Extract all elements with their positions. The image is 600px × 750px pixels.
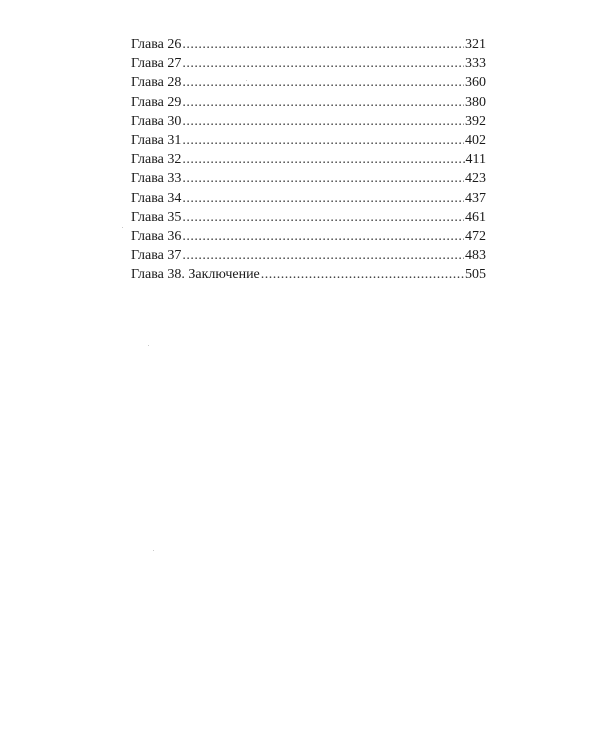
toc-dot-leader — [182, 112, 464, 131]
toc-dot-leader — [182, 246, 464, 265]
scan-speck — [153, 550, 154, 551]
scan-speck — [246, 80, 247, 81]
toc-entry — [131, 35, 486, 54]
toc-chapter-title: Глава 37 — [131, 248, 182, 264]
toc-chapter-title: Глава 26 — [131, 37, 182, 52]
toc-chapter-title: Глава 34 — [131, 190, 182, 206]
toc-dot-leader — [182, 227, 464, 246]
toc-chapter-title: Глава 36 — [131, 228, 182, 244]
toc-chapter-title: Глава 31 — [131, 132, 182, 148]
toc-dot-leader — [261, 265, 464, 284]
toc-dot-leader — [182, 54, 464, 73]
toc-chapter-title: Глава 29 — [131, 94, 182, 110]
toc-entry — [131, 73, 486, 92]
toc-dot-leader — [182, 208, 464, 227]
toc-entry — [131, 265, 486, 284]
toc-chapter-title: Глава 33 — [131, 171, 182, 187]
toc-chapter-title: Глава 35 — [131, 209, 182, 225]
toc-page-number: 505 — [465, 267, 486, 283]
toc-entry — [131, 112, 486, 131]
toc-dot-leader — [182, 73, 464, 92]
toc-page-number: 392 — [465, 113, 486, 129]
toc-entry — [131, 169, 486, 188]
scan-speck — [122, 227, 123, 228]
toc-page-number: 423 — [465, 171, 486, 187]
toc-page-number: 483 — [465, 248, 486, 264]
toc-page-number: 380 — [465, 94, 486, 110]
toc-dot-leader — [182, 189, 464, 208]
toc-page-number: 360 — [465, 75, 486, 91]
toc-entry — [131, 227, 486, 246]
toc-page-number: 461 — [465, 209, 486, 225]
toc-page-number: 321 — [465, 37, 486, 52]
toc-chapter-title: Глава 27 — [131, 56, 182, 72]
scan-speck — [148, 345, 149, 346]
toc-entry — [131, 54, 486, 73]
table-of-contents — [131, 35, 486, 284]
toc-page-number: 411 — [465, 152, 486, 168]
toc-page-number: 333 — [465, 56, 486, 72]
toc-entry — [131, 208, 486, 227]
toc-chapter-title: Глава 30 — [131, 113, 182, 129]
toc-entry — [131, 189, 486, 208]
toc-dot-leader — [182, 150, 464, 169]
toc-page-number: 437 — [465, 190, 486, 206]
toc-chapter-title: Глава 32 — [131, 152, 182, 168]
toc-dot-leader — [182, 93, 464, 112]
toc-entry — [131, 246, 486, 265]
toc-entry — [131, 131, 486, 150]
toc-dot-leader — [182, 169, 464, 188]
toc-page-number: 472 — [465, 228, 486, 244]
toc-entry — [131, 150, 486, 169]
toc-dot-leader — [182, 35, 464, 54]
toc-chapter-title: Глава 28 — [131, 75, 182, 91]
toc-entry — [131, 93, 486, 112]
toc-page-number: 402 — [465, 132, 486, 148]
toc-chapter-title: Глава 38. Заключение — [131, 267, 260, 283]
toc-dot-leader — [182, 131, 464, 150]
